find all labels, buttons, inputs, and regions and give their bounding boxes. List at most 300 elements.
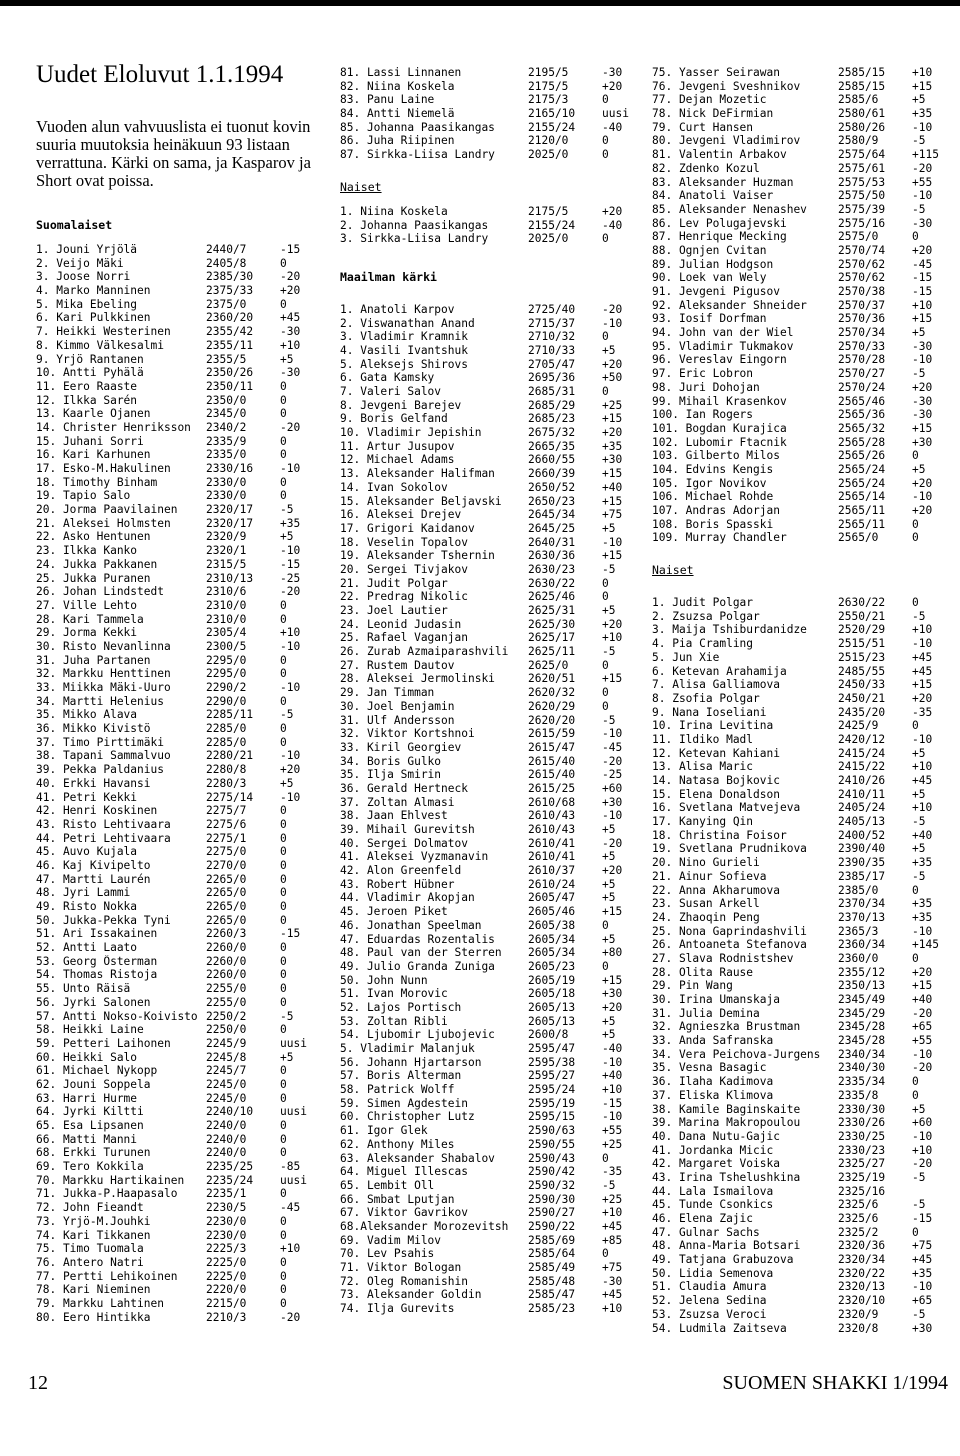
rating-change: +20	[602, 79, 623, 93]
rating-games: 2565/28	[838, 435, 886, 449]
rating-games: 2165/10	[528, 107, 576, 121]
player-name: 42. Alon Greenfeld	[340, 864, 462, 878]
rating-change: +5	[912, 326, 926, 340]
rating-row	[652, 596, 952, 610]
rating-row	[652, 1239, 952, 1253]
player-name: 11. Artur Jusupov	[340, 439, 455, 453]
rating-games: 2330/30	[838, 1102, 886, 1116]
rating-row	[340, 232, 642, 246]
rating-games: 2385/17	[838, 869, 886, 883]
player-name: 17. Grigori Kaidanov	[340, 521, 475, 535]
rating-games: 2565/0	[838, 531, 879, 545]
rating-change: -5	[912, 609, 926, 623]
rating-games: 2320/9	[838, 1307, 879, 1321]
rating-row	[36, 1119, 326, 1133]
rating-games: 2590/42	[528, 1165, 576, 1179]
rating-games: 2295/0	[206, 667, 247, 681]
player-name: 49. Risto Nokka	[36, 900, 138, 913]
rating-row	[340, 796, 642, 810]
rating-games: 2345/28	[838, 1020, 886, 1034]
player-name: 99. Mihail Krasenkov	[652, 394, 787, 408]
rating-change: 0	[280, 1077, 287, 1091]
rating-games: 2570/24	[838, 380, 886, 394]
rating-change: 0	[912, 230, 919, 244]
rating-row	[340, 107, 642, 121]
rating-change: +75	[602, 508, 623, 522]
rating-change: -15	[912, 285, 933, 298]
rating-row	[652, 189, 952, 203]
rating-games: 2590/32	[528, 1178, 576, 1192]
rating-change: +15	[602, 412, 623, 426]
rating-change: -10	[912, 120, 933, 134]
rating-games: 2630/36	[528, 549, 576, 563]
rating-change: +50	[602, 371, 623, 385]
rating-games: 2310/13	[206, 571, 254, 585]
rating-games: 2610/24	[528, 877, 576, 891]
rating-change: -10	[602, 809, 623, 823]
rating-row	[652, 760, 952, 774]
rating-row	[652, 244, 952, 258]
rating-change: -10	[280, 790, 301, 804]
rating-games: 2650/52	[528, 480, 576, 494]
rating-games: 2570/33	[838, 339, 886, 353]
rating-games: 2245/0	[206, 1091, 247, 1105]
rating-row	[340, 631, 642, 645]
rating-change: +10	[912, 66, 933, 79]
world-women-heading: Naiset	[652, 563, 694, 578]
rating-row	[36, 1105, 326, 1119]
rating-change: -25	[602, 768, 623, 782]
rating-games: 2260/0	[206, 968, 247, 982]
rating-change: -10	[912, 353, 933, 367]
rating-change: -15	[912, 271, 933, 285]
rating-row	[652, 623, 952, 637]
rating-row	[340, 1110, 642, 1124]
rating-games: 2585/23	[528, 1302, 576, 1316]
rating-games: 2595/47	[528, 1042, 576, 1055]
rating-change: -20	[912, 1006, 933, 1020]
player-name: 22. Anna Akharumova	[652, 883, 780, 897]
rating-games: 2515/23	[838, 650, 886, 664]
rating-change: 0	[602, 959, 609, 973]
rating-change: +115	[912, 148, 939, 162]
rating-games: 2565/14	[838, 490, 886, 504]
rating-change: +15	[602, 467, 623, 481]
rating-row	[36, 941, 326, 955]
rating-games: 2220/0	[206, 1283, 247, 1297]
rating-games: 2275/7	[206, 804, 247, 818]
rating-change: +20	[602, 1000, 623, 1014]
rating-games: 2310/0	[206, 612, 247, 626]
rating-change: 0	[280, 804, 287, 818]
rating-change: +10	[602, 1206, 623, 1220]
rating-row	[652, 134, 952, 148]
rating-change: +45	[602, 1219, 623, 1233]
player-name: 9. Boris Gelfand	[340, 412, 448, 426]
player-name: 61. Michael Nykopp	[36, 1064, 158, 1078]
rating-row	[652, 884, 952, 898]
player-name: 52. Lajos Portisch	[340, 1000, 462, 1014]
rating-row	[36, 1215, 326, 1229]
rating-row	[652, 801, 952, 815]
rating-row	[36, 1064, 326, 1078]
rating-row	[340, 891, 642, 905]
rating-change: 0	[912, 951, 919, 965]
player-name: 22. Asko Hentunen	[36, 530, 151, 544]
rating-games: 2320/34	[838, 1253, 886, 1267]
rating-row	[340, 426, 642, 440]
rating-change: -10	[280, 462, 301, 475]
player-name: 49. Julio Granda Zuniga	[340, 959, 495, 973]
player-name: 60. Christopher Lutz	[340, 1110, 475, 1124]
player-name: 41. Petri Kekki	[36, 790, 138, 804]
rating-row	[340, 590, 642, 604]
rating-change: 0	[280, 968, 287, 982]
rating-change: +40	[912, 993, 933, 1006]
player-name: 86. Lev Polugajevski	[652, 216, 787, 230]
rating-games: 2260/3	[206, 927, 247, 941]
rating-games: 2405/24	[838, 801, 886, 815]
rating-games: 2625/11	[528, 645, 576, 659]
rating-change: 0	[280, 954, 287, 968]
player-name: 50. Jukka-Pekka Tyni	[36, 913, 171, 927]
rating-row	[340, 412, 642, 426]
rating-change: 0	[280, 379, 287, 393]
player-name: 51. Claudia Amura	[652, 1280, 767, 1294]
rating-row	[36, 599, 326, 613]
column-2	[340, 66, 642, 1316]
rating-row	[652, 1048, 952, 1062]
rating-change: +45	[912, 650, 933, 664]
rating-row	[652, 271, 952, 285]
player-name: 24. Zhaoqin Peng	[652, 910, 760, 924]
rating-games: 2325/2	[838, 1225, 879, 1239]
player-name: 20. Jorma Paavilainen	[36, 503, 178, 517]
rating-change: -10	[602, 1055, 623, 1069]
rating-games: 2630/23	[528, 562, 576, 576]
rating-games: 2025/0	[528, 232, 569, 246]
rating-row	[652, 121, 952, 135]
rating-games: 2415/24	[838, 746, 886, 760]
player-name: 30. Joel Benjamin	[340, 699, 455, 713]
rating-games: 2175/3	[528, 93, 569, 107]
rating-row	[340, 974, 642, 988]
rating-row	[36, 1174, 326, 1188]
rating-row	[340, 453, 642, 467]
player-name: 39. Mihail Gurevitsh	[340, 823, 475, 836]
rating-games: 2245/7	[206, 1064, 247, 1078]
rating-games: 2615/47	[528, 740, 576, 754]
rating-games: 2600/8	[528, 1028, 569, 1042]
player-name: 42. Margaret Voiska	[652, 1157, 780, 1171]
rating-games: 2660/55	[528, 453, 576, 467]
rating-change: +15	[602, 905, 623, 919]
rating-games: 2250/0	[206, 1023, 247, 1037]
rating-change: -30	[280, 325, 301, 339]
rating-change: 0	[602, 148, 609, 162]
rating-games: 2585/15	[838, 66, 886, 79]
rating-change: 0	[280, 475, 287, 489]
rating-row	[36, 462, 326, 476]
rating-change: 0	[280, 886, 287, 900]
rating-row	[36, 968, 326, 982]
rating-row	[36, 394, 326, 408]
rating-games: 2240/0	[206, 1119, 247, 1132]
rating-change: 0	[602, 686, 609, 700]
player-name: 88. Ognjen Cvitan	[652, 243, 767, 257]
rating-row	[36, 832, 326, 846]
rating-games: 2425/9	[838, 719, 879, 733]
player-name: 8. Zsofia Polgar	[652, 691, 760, 705]
rating-row	[36, 448, 326, 462]
rating-change: -30	[912, 394, 933, 408]
rating-games: 2260/0	[206, 941, 247, 955]
rating-games: 2575/50	[838, 189, 886, 203]
rating-games: 2605/19	[528, 973, 576, 987]
player-name: 5. Mika Ebeling	[36, 297, 138, 311]
player-name: 45. Auvo Kujala	[36, 845, 138, 859]
rating-row	[652, 870, 952, 884]
player-name: 100. Ian Rogers	[652, 408, 754, 422]
rating-change: +20	[912, 380, 933, 394]
rating-games: 2350/13	[838, 979, 886, 993]
rating-games: 2340/30	[838, 1061, 886, 1075]
rating-row	[652, 952, 952, 966]
rating-change: -10	[602, 727, 623, 741]
rating-games: 2345/28	[838, 1034, 886, 1048]
rating-row	[652, 788, 952, 802]
rating-games: 2695/36	[528, 371, 576, 385]
column-3	[652, 66, 952, 1335]
rating-change: +15	[912, 421, 933, 435]
finnish-heading: Suomalaiset	[36, 218, 113, 232]
player-name: 87. Sirkka-Liisa Landry	[340, 148, 495, 162]
rating-change: -20	[280, 585, 301, 599]
rating-row	[340, 1220, 642, 1234]
player-name: 53. Zsuzsa Veroci	[652, 1307, 767, 1321]
rating-games: 2325/27	[838, 1157, 886, 1171]
player-name: 45. Jeroen Piket	[340, 905, 448, 919]
player-name: 14. Natasa Bojkovic	[652, 774, 780, 787]
rating-games: 2585/49	[528, 1261, 576, 1274]
rating-games: 2350/11	[206, 379, 254, 393]
rating-games: 2215/0	[206, 1296, 247, 1310]
rating-row	[36, 613, 326, 627]
rating-games: 2330/23	[838, 1143, 886, 1157]
player-name: 36. Gerald Hertneck	[340, 781, 468, 795]
rating-games: 2515/51	[838, 637, 886, 651]
rating-games: 2175/5	[528, 204, 569, 218]
player-name: 17. Kanying Qin	[652, 815, 754, 829]
rating-games: 2570/62	[838, 271, 886, 285]
rating-change: +5	[912, 787, 926, 801]
rating-change: -15	[602, 1096, 623, 1110]
rating-row	[36, 1133, 326, 1147]
rating-games: 2605/13	[528, 1000, 576, 1014]
rating-row	[36, 777, 326, 791]
rating-change: 0	[280, 872, 287, 886]
rating-change: 0	[280, 913, 287, 927]
rating-games: 2390/35	[838, 856, 886, 870]
rating-change: -10	[602, 316, 623, 330]
rating-change: 0	[280, 1146, 287, 1160]
rating-change: -30	[602, 1274, 623, 1288]
player-name: 107. Andras Adorjan	[652, 504, 780, 517]
rating-row	[36, 1256, 326, 1270]
rating-row	[36, 1242, 326, 1256]
rating-change: uusi	[602, 107, 629, 121]
rating-games: 2275/1	[206, 831, 247, 845]
rating-row	[340, 782, 642, 796]
player-name: 20. Nino Gurieli	[652, 856, 760, 870]
player-name: 3. Joose Norri	[36, 270, 131, 284]
rating-row	[340, 549, 642, 563]
player-name: 82. Niina Koskela	[340, 79, 455, 93]
rating-games: 2570/37	[838, 298, 886, 312]
rating-row	[340, 686, 642, 700]
rating-row	[36, 1160, 326, 1174]
rating-row	[340, 399, 642, 413]
player-name: 54. Ludmila Zaitseva	[652, 1321, 787, 1335]
rating-change: +15	[602, 973, 623, 987]
player-name: 85. Aleksander Nenashev	[652, 202, 807, 216]
player-name: 13. Kaarle Ojanen	[36, 407, 151, 421]
rating-row	[652, 312, 952, 326]
rating-row	[340, 330, 642, 344]
rating-change: +45	[912, 664, 933, 678]
rating-row	[652, 449, 952, 463]
rating-games: 2025/0	[528, 148, 569, 162]
rating-change: -45	[602, 740, 623, 754]
rating-row	[652, 230, 952, 244]
player-name: 16. Aleksei Drejev	[340, 508, 462, 522]
rating-games: 2570/36	[838, 312, 886, 326]
rating-row	[652, 1294, 952, 1308]
rating-row	[652, 842, 952, 856]
rating-row	[36, 544, 326, 558]
world-heading: Maailman kärki	[340, 269, 437, 284]
player-name: 5. Jun Xie	[652, 650, 720, 664]
rating-change: 0	[912, 719, 919, 733]
player-name: 57. Antti Nokso-Koivisto	[36, 1009, 198, 1023]
rating-games: 2330/25	[838, 1129, 886, 1143]
rating-change: -40	[602, 1042, 623, 1055]
rating-change: 0	[280, 407, 287, 421]
rating-row	[340, 905, 642, 919]
rating-row	[652, 422, 952, 436]
rating-change: -10	[280, 544, 301, 558]
rating-change: 0	[912, 1075, 919, 1089]
rating-row	[36, 640, 326, 654]
player-name: 38. Kamile Baginskaite	[652, 1102, 801, 1116]
rating-change: -10	[912, 1280, 933, 1294]
player-name: 18. Christina Foisor	[652, 828, 787, 842]
rating-change: +75	[602, 1261, 623, 1274]
rating-change: -10	[912, 732, 933, 746]
rating-change: +5	[280, 776, 294, 790]
rating-games: 2620/51	[528, 672, 576, 686]
rating-change: 0	[602, 93, 609, 107]
rating-games: 2725/40	[528, 302, 576, 316]
rating-row	[36, 708, 326, 722]
player-name: 45. Tunde Csonkics	[652, 1198, 774, 1212]
player-name: 47. Martti Laurén	[36, 872, 151, 886]
rating-games: 2595/24	[528, 1083, 576, 1097]
rating-games: 2585/47	[528, 1288, 576, 1302]
rating-change: 0	[912, 883, 919, 897]
rating-change: 0	[280, 653, 287, 667]
player-name: 82. Zdenko Kozul	[652, 161, 760, 175]
player-name: 98. Juri Dohojan	[652, 380, 760, 394]
player-name: 27. Slava Rodnistshev	[652, 951, 794, 965]
rating-row	[36, 654, 326, 668]
rating-change: 0	[280, 817, 287, 831]
player-name: 11. Ildiko Madl	[652, 732, 754, 746]
rating-row	[36, 270, 326, 284]
rating-games: 2310/0	[206, 598, 247, 612]
rating-games: 2265/0	[206, 886, 247, 900]
player-name: 81. Valentin Arbakov	[652, 148, 787, 162]
player-name: 31. Juha Partanen	[36, 653, 151, 667]
player-name: 7. Alisa Galliamova	[652, 678, 780, 692]
rating-row	[36, 626, 326, 640]
rating-change: +35	[912, 1266, 933, 1280]
rating-row	[652, 531, 952, 545]
rating-row	[340, 1001, 642, 1015]
rating-change: +25	[602, 1137, 623, 1151]
rating-change: +145	[912, 938, 939, 952]
rating-row	[652, 692, 952, 706]
player-name: 3. Sirkka-Liisa Landry	[340, 232, 489, 246]
player-name: 101. Bogdan Kurajica	[652, 421, 787, 435]
player-name: 79. Markku Lahtinen	[36, 1296, 164, 1310]
article-title: Uudet Eloluvut 1.1.1994	[36, 61, 284, 88]
player-name: 25. Jukka Puranen	[36, 571, 151, 585]
rating-row	[652, 897, 952, 911]
player-name: 69. Tero Kokkila	[36, 1160, 144, 1174]
rating-change: -40	[602, 120, 623, 134]
rating-change: 0	[280, 831, 287, 845]
rating-games: 2280/21	[206, 749, 254, 763]
rating-change: +20	[912, 691, 933, 705]
player-name: 64. Miguel Illescas	[340, 1165, 468, 1179]
rating-row	[652, 856, 952, 870]
rating-change: -10	[280, 639, 301, 653]
player-name: 71. Jukka-P.Haapasalo	[36, 1187, 178, 1201]
rating-change: -10	[912, 924, 933, 938]
rating-games: 2230/0	[206, 1228, 247, 1242]
rating-games: 2375/0	[206, 297, 247, 311]
rating-row	[36, 1037, 326, 1051]
rating-change: -20	[280, 1310, 301, 1324]
rating-change: 0	[280, 995, 287, 1009]
rating-games: 2710/33	[528, 343, 576, 357]
rating-row	[652, 353, 952, 367]
rating-games: 2570/28	[838, 353, 886, 367]
rating-games: 2240/0	[206, 1132, 247, 1146]
rating-change: 0	[602, 658, 609, 672]
rating-games: 2705/47	[528, 357, 576, 371]
player-name: 53. Georg Österman	[36, 954, 158, 968]
rating-games: 2625/30	[528, 617, 576, 631]
rating-row	[340, 864, 642, 878]
player-name: 31. Ulf Andersson	[340, 713, 455, 727]
player-name: 42. Henri Koskinen	[36, 804, 158, 818]
rating-row	[36, 886, 326, 900]
rating-row	[36, 298, 326, 312]
rating-change: -5	[912, 869, 926, 883]
rating-games: 2320/36	[838, 1239, 886, 1253]
